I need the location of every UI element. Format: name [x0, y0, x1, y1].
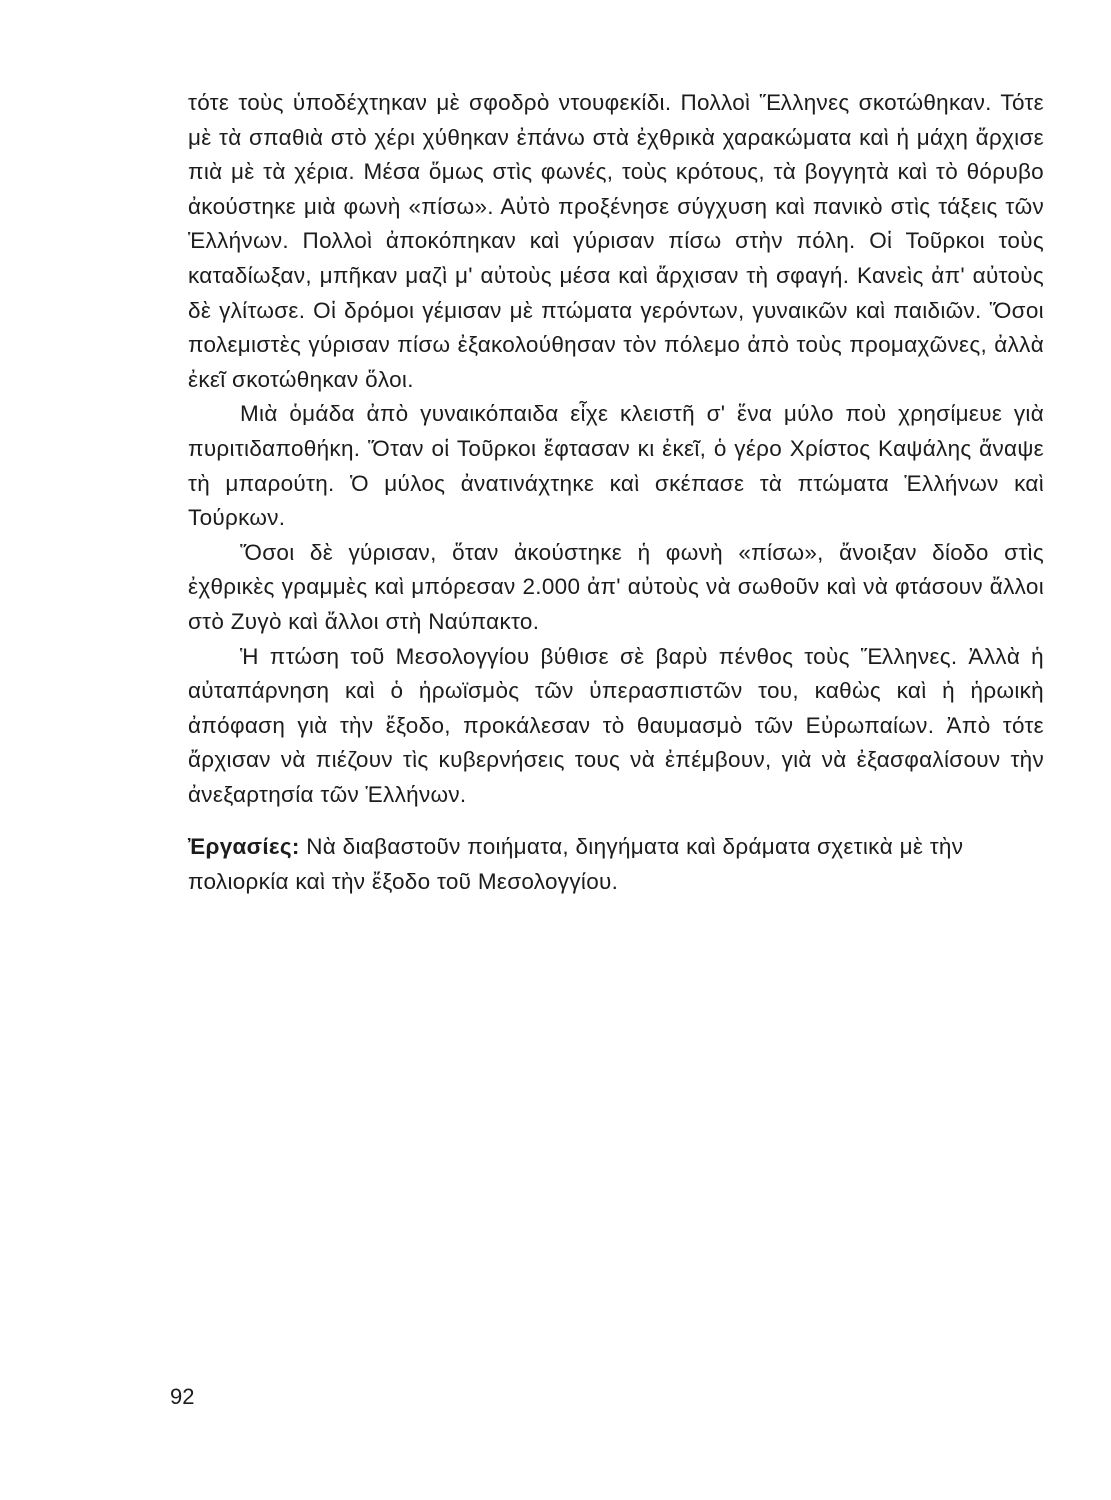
paragraph-fall: Ἡ πτώση τοῦ Μεσολογγίου βύθισε σὲ βαρὺ πένθος τοὺς Ἕλληνες. Ἀλλὰ ἡ αὐταπάρνηση καὶ ὁ ἡρωϊσμὸς τῶν ὑπερασπιστῶν του, καθὼς καὶ ἡ ἡρωικὴ ἀπόφαση γιὰ τὴν ἔξοδο, προκάλεσαν τὸ θαυμασμὸ τῶν Εὐρωπαίων. Ἀπὸ τότε ἄρχισαν νὰ πιέζουν τὶς κυβερνήσεις τους νὰ ἐπέμβουν, γιὰ νὰ ἐξασφαλίσουν τὴν ἀνεξαρτησία τῶν Ἑλλήνων. [188, 643, 1044, 807]
paragraph-mill: Μιὰ ὁμάδα ἀπὸ γυναικόπαιδα εἶχε κλειστῆ σ' ἕνα μύλο ποὺ χρησίμευε γιὰ πυριτιδαποθήκη. Ὅταν οἱ Τοῦρκοι ἔφτασαν κι ἐκεῖ, ὁ γέρο Χρίστος Καψάλης ἄναψε τὴ μπαρούτη. Ὁ μύλος ἀνατινάχτηκε καὶ σκέπασε τὰ πτώματα Ἑλλήνων καὶ Τούρκων. [188, 401, 1044, 531]
page-number: 92 [170, 1384, 195, 1409]
assignments [188, 830, 1044, 899]
body-text [188, 86, 1044, 900]
paragraph-battle: τότε τοὺς ὑποδέχτηκαν μὲ σφοδρὸ ντουφεκίδι. Πολλοὶ Ἕλληνες σκοτώθηκαν. Τότε μὲ τὰ σπαθιὰ στὸ χέρι χύθηκαν ἐπάνω στὰ ἐχθρικὰ χαρακώματα καὶ ἡ μάχη ἄρχισε πιὰ μὲ τὰ χέρια. Μέσα ὅμως στὶς φωνές, τοὺς κρότους, τὰ βογγητὰ καὶ τὸ θόρυβο ἀκούστηκε μιὰ φωνὴ «πίσω». Αὐτὸ προξένησε σύγχυση καὶ πανικὸ στὶς τάξεις τῶν Ἑλλήνων. Πολλοὶ ἀποκόπηκαν καὶ γύρισαν πίσω στὴν πόλη. Οἱ Τοῦρκοι τοὺς καταδίωξαν, μπῆκαν μαζὶ μ' αὐτοὺς μέσα καὶ ἄρχισαν τὴ σφαγή. Κανεὶς ἀπ' αὐτοὺς δὲ γλίτωσε. Οἱ δρόμοι γέμισαν μὲ πτώματα γερόντων, γυναικῶν καὶ παιδιῶν. Ὅσοι πολεμιστὲς γύρισαν πίσω ἐξακολούθησαν τὸν πόλεμο ἀπὸ τοὺς προμαχῶνες, ἀλλὰ ἐκεῖ σκοτώθηκαν ὅλοι. [188, 90, 1044, 392]
assignments-text: Νὰ διαβαστοῦν ποιήματα, διηγήματα καὶ δράματα σχετικὰ μὲ τὴν πολιορκία καὶ τὴν ἔξοδο τοῦ Μεσολογγίου. [188, 834, 964, 895]
assignments-label: Ἐργασίες: [188, 834, 300, 860]
paragraph-escape: Ὅσοι δὲ γύρισαν, ὅταν ἀκούστηκε ἡ φωνὴ «πίσω», ἄνοιξαν δίοδο στὶς ἐχθρικὲς γραμμὲς καὶ μπόρεσαν 2.000 ἀπ' αὐτοὺς νὰ σωθοῦν καὶ νὰ φτάσουν ἄλλοι στὸ Ζυγὸ καὶ ἄλλοι στὴ Ναύπακτο. [188, 539, 1044, 634]
